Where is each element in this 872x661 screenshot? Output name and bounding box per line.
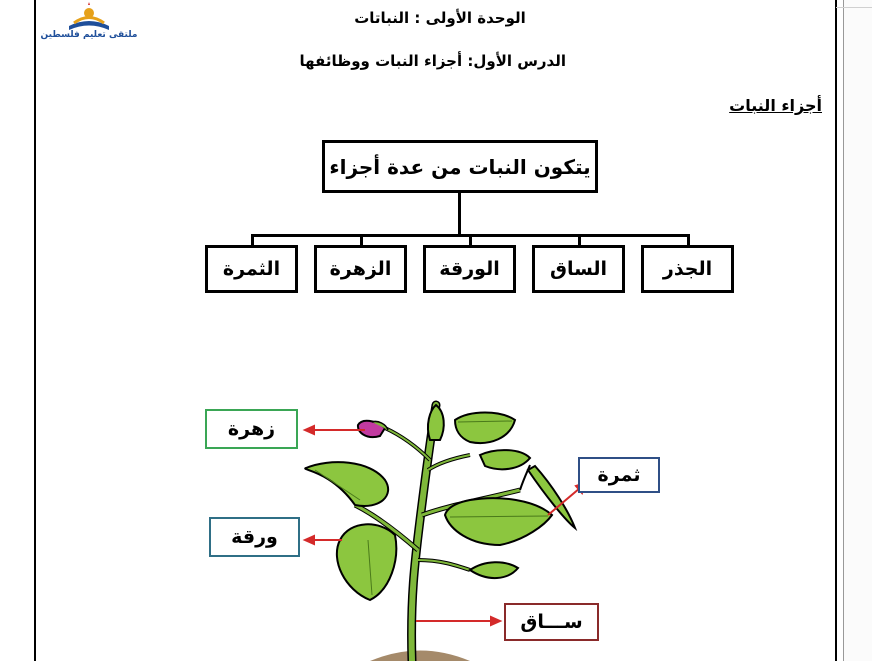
top-rule (836, 7, 872, 8)
leaf-small-right (480, 450, 530, 469)
concept-main-box: يتكون النبات من عدة أجزاء (322, 140, 598, 193)
unit-title: الوحدة الأولى : النباتات (354, 9, 526, 27)
part-box-flower: الزهرة (314, 245, 407, 293)
part-box-leaf: الورقة (423, 245, 516, 293)
label-fruit: ثمرة (578, 457, 660, 493)
label-stem: ســـاق (504, 603, 599, 641)
label-flower: زهرة (205, 409, 298, 449)
soil (370, 651, 470, 661)
leaf-small-lower (470, 562, 518, 578)
section-title: أجزاء النبات (729, 96, 822, 115)
leaf-top-right (455, 413, 515, 444)
right-border-inner (843, 0, 844, 661)
lesson-title: الدرس الأول: أجزاء النبات ووظائفها (299, 52, 566, 70)
leaf-upper-left (305, 462, 388, 506)
connector-vertical (458, 193, 461, 236)
left-border (34, 0, 36, 661)
part-box-stem: الساق (532, 245, 625, 293)
leaf-top-bud (428, 405, 444, 440)
page-margin (844, 0, 872, 661)
right-border (835, 0, 837, 661)
leaf-right (445, 498, 552, 545)
part-box-root: الجذر (641, 245, 734, 293)
leaf-lower-left (337, 524, 396, 600)
logo-text: ملتقى تعليم فلسطين (40, 30, 138, 40)
part-box-fruit: الثمرة (205, 245, 298, 293)
label-leaf: ورقة (209, 517, 300, 557)
